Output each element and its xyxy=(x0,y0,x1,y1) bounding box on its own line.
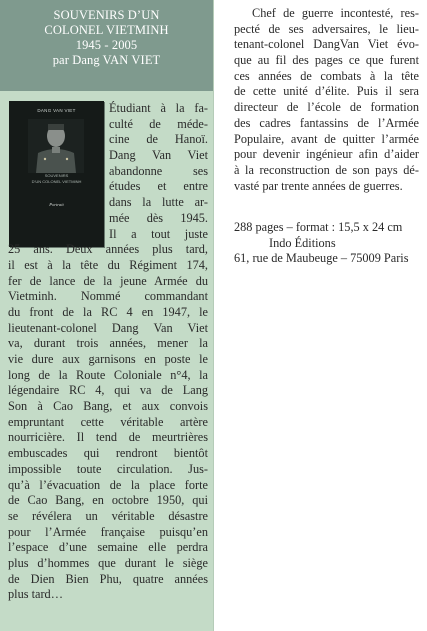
body-line: long de la Route Coloniale n°4, la xyxy=(8,367,208,382)
header-line-4: par Dang VAN VIET xyxy=(52,53,161,67)
body-line: ces années de combats à la tête xyxy=(234,68,419,83)
body-line: de cette unité d’élite. Puis il sera xyxy=(234,84,419,99)
cover-title-line-1: SOUVENIRS xyxy=(44,173,69,178)
publisher-address: 61, rue de Maubeuge – 75009 Paris xyxy=(234,251,409,266)
body-line: il est à la tête du Régiment 174, xyxy=(8,257,208,272)
body-line: pour l’Armée française puisqu’en xyxy=(8,524,208,539)
body-line: impossible toute circulation. Jus- xyxy=(8,461,208,476)
body-line: abandonne ses xyxy=(109,163,208,178)
body-line: 25 ans. Deux années plus tard, xyxy=(8,242,208,257)
body-line: pour devenir ingénieur afin d’aider xyxy=(234,147,419,162)
body-line: cine de Hanoï. xyxy=(109,132,208,147)
body-line: se révélera un véritable désastre xyxy=(8,508,208,523)
body-line: plus tard… xyxy=(8,587,63,602)
left-body-text xyxy=(8,101,208,603)
body-line: dans la lutte ar- xyxy=(109,195,208,210)
body-line: plus d’hommes que durant le siège xyxy=(8,555,208,570)
body-line: Chef de guerre incontesté, res- xyxy=(252,6,419,20)
right-body-text xyxy=(234,6,419,194)
body-line: tenant-colonel DangVan Viet évo- xyxy=(234,37,419,52)
body-line: vie dure aux garnisons en poste le xyxy=(8,352,208,366)
book-title-header xyxy=(0,0,213,91)
body-line: vasté par trente années de guerres. xyxy=(234,178,403,193)
body-line: de Dien Bien Phu, quatre années xyxy=(8,571,208,586)
body-line: du front de la RC 4 en 1947, le xyxy=(8,304,208,319)
cover-tag: Portrait xyxy=(49,202,64,207)
body-line: Il a tout juste xyxy=(109,226,208,241)
body-line: études et entre xyxy=(109,179,208,194)
body-line: Dang Van Viet xyxy=(109,148,208,163)
body-line: empruntant cette véritable artère xyxy=(8,414,208,429)
body-line: mée dès 1945. xyxy=(109,210,208,225)
book-format: 288 pages – format : 15,5 x 24 cm xyxy=(234,220,403,234)
body-line: Vietminh. Nommé commandant xyxy=(8,289,208,304)
header-line-2: COLONEL VIETMINH xyxy=(44,23,169,37)
body-line: fer de lance de la jeune Armée du xyxy=(8,273,208,288)
body-line: culté de méde- xyxy=(109,116,208,131)
body-line: l’espace d’une semaine elle perdra xyxy=(8,540,208,555)
header-line-3: 1945 - 2005 xyxy=(75,38,138,52)
book-publisher: Indo Éditions xyxy=(269,235,336,250)
body-line: à la reconstruction de son pays dé- xyxy=(234,162,419,177)
body-line: directeur de l’école de formation xyxy=(234,100,419,115)
header-line-1: SOUVENIRS D’UN xyxy=(53,8,160,22)
body-line: de Cao Bang, en octobre 1950, qui xyxy=(8,493,208,508)
body-line: pecté de ses adversaires, le lieu- xyxy=(234,21,419,36)
body-line: Étudiant à la fa- xyxy=(109,101,208,115)
body-line: nourricière. Il tend de meurtrières xyxy=(8,430,208,445)
book-info xyxy=(234,220,424,267)
body-line: Populaire, avant de quitter l’armée xyxy=(234,131,419,146)
cover-author: DANG VAN VIET xyxy=(37,108,76,113)
body-line: que au fil des pages ce que furent xyxy=(234,53,419,68)
body-line: lieutenant-colonel Dang Van Viet xyxy=(8,320,208,335)
body-line: qu’à l’évacuation de la place forte xyxy=(8,477,208,492)
body-line: Son à Cao Bang, et aux convois xyxy=(8,399,208,414)
body-line: légendaire RC 4, qui va de Lang xyxy=(8,383,208,398)
cover-title-line-2: D’UN COLONEL VIETMINH xyxy=(31,179,82,184)
body-line: va, durant trois années, mener la xyxy=(8,336,208,351)
body-line: embuscades qui rendront bientôt xyxy=(8,446,208,461)
body-line: des cadres fantassins de l’Armée xyxy=(234,115,419,130)
